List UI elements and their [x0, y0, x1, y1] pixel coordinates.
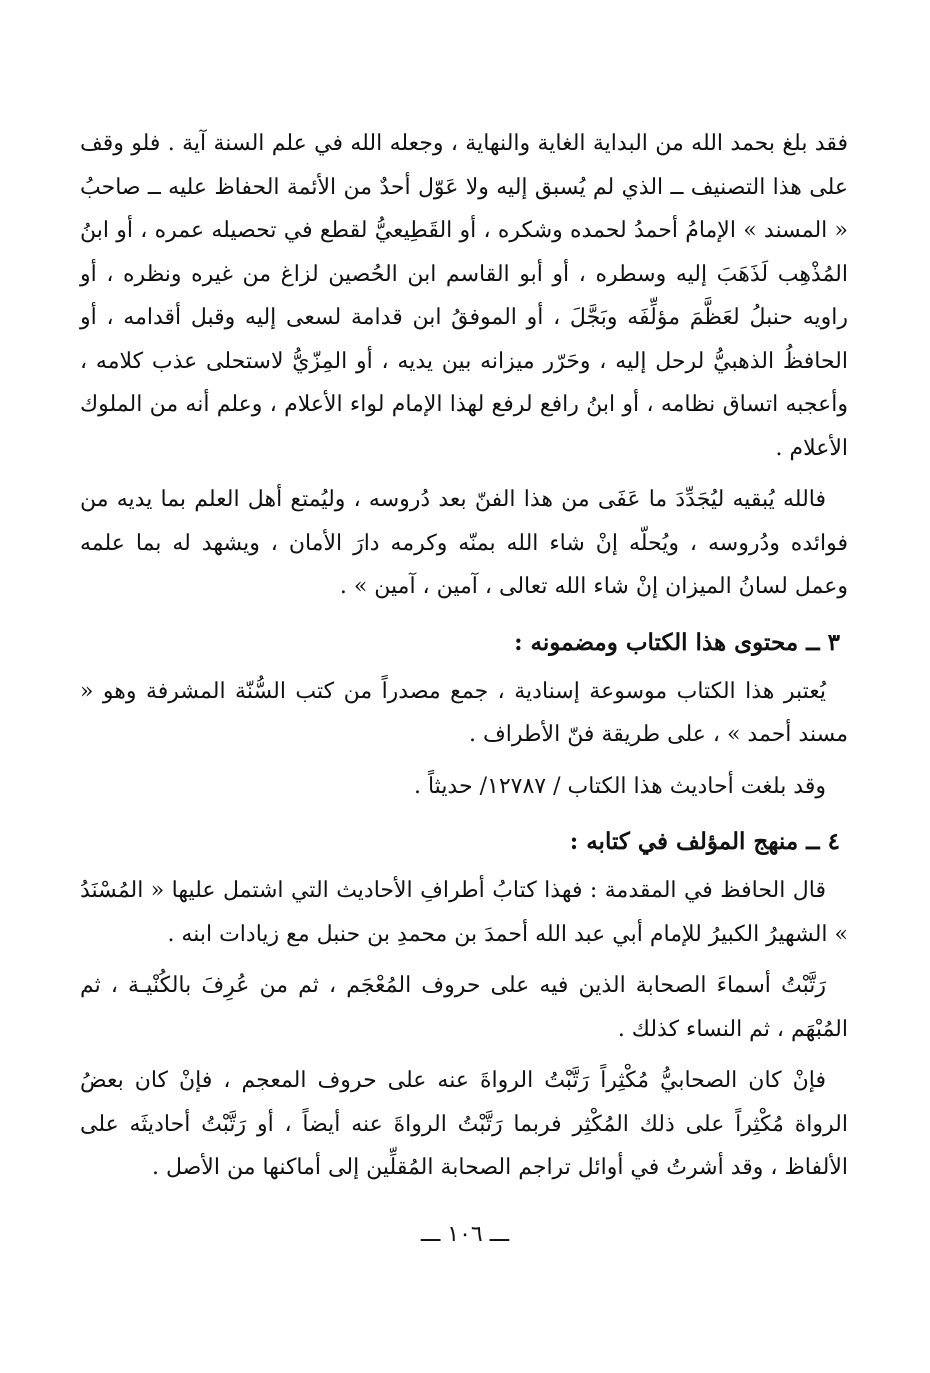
section-4-heading: ٤ ــ منهج المؤلف في كتابه :	[569, 828, 840, 855]
section-3-heading: ٣ ــ محتوى هذا الكتاب ومضمونه :	[514, 628, 840, 656]
page-body	[80, 122, 848, 1190]
section-3-paragraph-1: يُعتبر هذا الكتاب موسوعة إسنادية ، جمع مصدراً من كتب السُّنّة المشرفة وهو « مسند أحمد » ، على طريقة فنّ الأطراف .	[80, 678, 848, 747]
section-4-paragraph-1: قال الحافظ في المقدمة : فهذا كتابُ أطرافِ الأحاديث التي اشتمل عليها « المُسْنَدُ » الشهيرُ الكبيرُ للإمام أبي عبد الله أحمدَ بن محمدِ بن حنبل مع زيادات ابنه .	[80, 878, 848, 947]
section-4-paragraph-2: رَتَّبْتُ أسماءَ الصحابة الذين فيه على حروف المُعْجَم ، ثم من عُرِفَ بالكُنْيـة ، ثم المُبْهَم ، ثم النساء كذلك .	[80, 973, 848, 1042]
section-3-paragraph-2: وقد بلغت أحاديث هذا الكتاب / ١٢٧٨٧/ حديثاً .	[413, 773, 826, 799]
page-number: ـــ ١٠٦ ـــ	[420, 1222, 510, 1247]
intro-paragraph-2: فالله يُبقيه ليُجَدِّدَ ما عَفَى من هذا الفنّ بعد دُروسه ، وليُمتع أهل العلم بما يديه من فوائده ودُروسه ، ويُحلّه إنْ شاء الله بمنّه وكرمه دارَ الأمان ، ويشهد له بما علمه وعمل لسانُ الميزان إنْ شاء الله تعالى ، آمين ، آمين » .	[80, 487, 848, 599]
intro-paragraph-1: فقد بلغ بحمد الله من البداية الغاية والنهاية ، وجعله الله في علم السنة آية . فلو وقف على هذا التصنيف ــ الذي لم يُسبق إليه ولا عَوّل أحدٌ من الأئمة الحفاظ عليه ــ صاحبُ « المسند » الإمامُ أحمدُ لحمده وشكره ، أو القَطِيعيُّ لقطع في تحصيله عمره ، أو ابنُ المُذْهِب لَذَهَبَ إليه وسطره ، أو أبو القاسم ابن الحُصين لزاغ من غيره ونظره ، أو راويه حنبلُ لعَظَّمَ مؤلِّفَه وبَجَّلَ ، أو الموفقُ ابن قدامة لسعى إليه وقبل أقدامه ، أو الحافظُ الذهبيُّ لرحل إليه ، وحَرّر ميزانه بين يديه ، أو المِزّيُّ لاستحلى عذب كلامه ، وأعجبه اتساق نظامه ، أو ابنُ رافع لرفع لهذا الإمام لواء الأعلام ، وعلم أنه من الملوك الأعلام .	[80, 131, 849, 461]
section-4-paragraph-3: فإنْ كان الصحابيُّ مُكْثِراً رَتَّبْتُ الرواةَ عنه على حروف المعجم ، فإنْ كان بعضُ الرواة مُكْثِراً على ذلك المُكْثِر فربما رَتَّبْتُ الرواةَ عنه أيضاً ، أو رَتَّبْتُ أحاديثَه على الألفاظ ، وقد أشرتُ في أوائل تراجم الصحابة المُقلِّين إلى أماكنها من الأصل .	[80, 1068, 848, 1180]
